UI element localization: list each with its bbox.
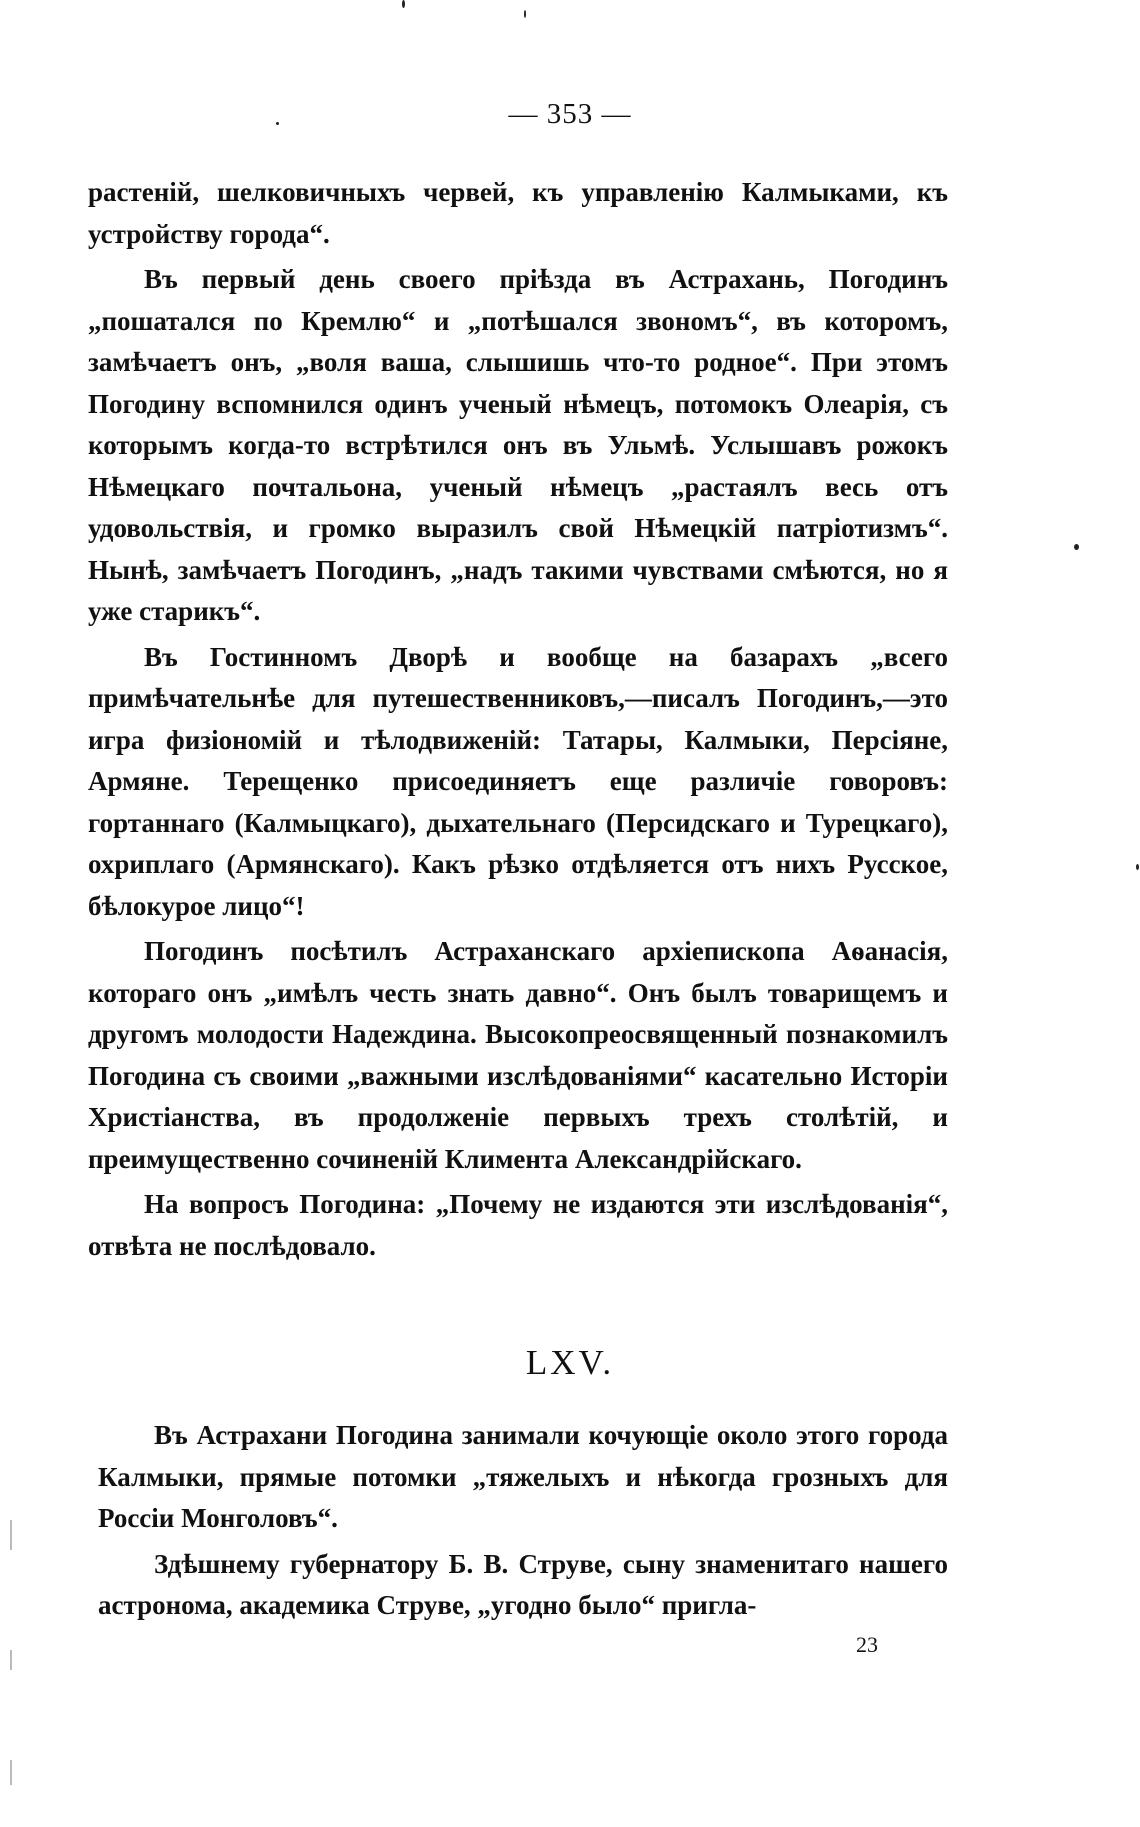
paragraph: Въ Астрахани Погодина занимали кочующіе около этого города Калмыки, прямые потомки „тяжелыхъ и нѣкогда грозныхъ для Россіи Монголовъ“. [98,1420,948,1533]
paragraph: Здѣшнему губернатору Б. В. Струве, сыну знаменитаго нашего астронома, академика Струве, „угодно было“ пригла- [98,1548,948,1620]
body-text-bottom [98,1415,948,1631]
scan-speck [402,0,405,8]
paragraph: На вопросъ Погодина: „Почему не издаются эти изслѣдованія“, отвѣта не послѣдовало. [88,1189,948,1261]
printer-signature-mark: 23 [856,1632,878,1657]
page-number: — 353 — [508,98,632,130]
scan-edge-line [10,1520,12,1550]
scan-speck [1136,864,1139,870]
section-heading: LXV. [525,1343,615,1382]
scan-speck [276,122,279,125]
scan-edge-line [10,1650,12,1670]
paragraph: Въ Гостинномъ Дворѣ и вообще на базарахъ „всего примѣчательнѣе для путешественниковъ,—писалъ Погодинъ,—это игра физіономій и тѣлодвиженій: Татары, Калмыки, Персіяне, Армяне. Терещенко присоединяетъ еще различіе говоровъ: гортаннаго (Калмыцкаго), дыхательнаго (Персидскаго и Турецкаго), охриплаго (Армянскаго). Какъ рѣзко отдѣляется отъ нихъ Русское, бѣлокурое лицо“! [88,641,948,921]
paragraph: растеній, шелковичныхъ червей, къ управленію Калмыками, къ устройству города“. [88,177,948,249]
scan-speck [1074,544,1079,550]
scan-edge-line [10,1760,12,1785]
body-text-top [88,172,948,1271]
paragraph: Погодинъ посѣтилъ Астраханскаго архіепископа Аѳанасія, котораго онъ „имѣлъ честь знать давно“. Онъ былъ товарищемъ и другомъ молодости Надеждина. Высокопреосвященный познакомилъ Погодина съ своими „важными изслѣдованіями“ касательно Исторіи Христіанства, въ продолженіе первыхъ трехъ столѣтій, и преимущественно сочиненій Климента Александрійскаго. [88,936,948,1174]
paragraph: Въ первый день своего пріѣзда въ Астрахань, Погодинъ „пошатался по Кремлю“ и „потѣшался звономъ“, въ которомъ, замѣчаетъ онъ, „воля ваша, слышишь что-то родное“. При этомъ Погодину вспомнился одинъ ученый нѣмецъ, потомокъ Олеарія, съ которымъ когда-то встрѣтился онъ въ Ульмѣ. Услышавъ рожокъ Нѣмецкаго почтальона, ученый нѣмецъ „растаялъ весь отъ удовольствія, и громко выразилъ свой Нѣмецкій патріотизмъ“. Нынѣ, замѣчаетъ Погодинъ, „надъ такими чувствами смѣются, но я уже старикъ“. [88,264,948,626]
scan-speck [524,10,526,18]
